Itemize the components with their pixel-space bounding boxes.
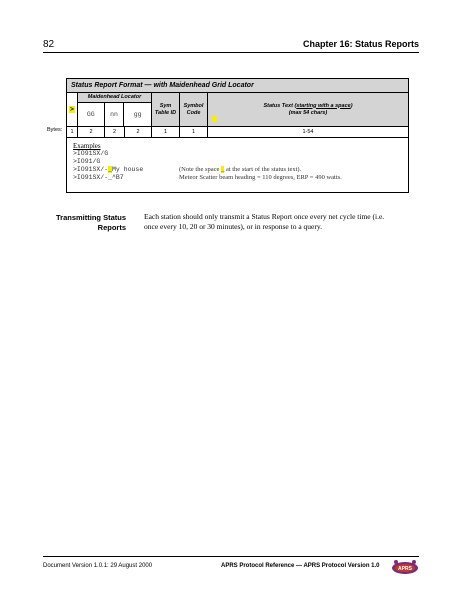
chapter-title: Chapter 16: Status Reports [302, 39, 419, 49]
maidenhead-label: Maidenhead Locator [78, 93, 151, 103]
footer-rule [43, 556, 419, 557]
bytes-cell: 1 [152, 127, 180, 137]
aprs-logo-icon [391, 558, 419, 576]
page-number: 82 [43, 39, 55, 50]
section-heading: Transmitting Status Reports [56, 213, 127, 232]
example-note: (Note the space _ at the start of the status text). [179, 166, 302, 173]
maidenhead-gg-lower: gg [133, 111, 142, 118]
status-text-max: (max 54 chars) [288, 109, 328, 116]
example-line: >IO91SX/G [73, 150, 109, 157]
bytes-cell: 2 [78, 127, 105, 137]
bytes-cell: 2 [105, 127, 125, 137]
symbol-code-header: Symbol Code [180, 93, 208, 126]
ident-symbol: > [70, 106, 74, 113]
ident-header [67, 93, 78, 126]
status-text-header: Status Text (starting with a space) (max 54 chars) [208, 93, 408, 126]
header-rule [43, 52, 419, 53]
status-text-underlined: starting with a space [296, 102, 351, 109]
maidenhead-nn: nn [105, 103, 125, 126]
space-highlight: _ [108, 166, 113, 173]
section-body: Each station should only transmit a Status Report once every net cycle time (i.e. once every 10, 20 or 30 minutes), or in response to a query. [144, 212, 385, 231]
bytes-cell: 1-54 [302, 129, 314, 135]
maidenhead-group [78, 93, 152, 126]
bytes-row [67, 127, 408, 138]
document-version: Document Version 1.0.1: 29 August 2000 [43, 563, 153, 569]
example-line: >IO91SX/-_My house (Note the space _ at the start of the status text). [73, 166, 302, 173]
bytes-cell: 1 [180, 127, 208, 137]
table-header-row [67, 93, 408, 127]
bytes-cell: 2 [125, 127, 152, 137]
examples-title: Examples [73, 142, 101, 150]
example-line: >IO91SX/-_^B7 Meteor Scatter beam heading = 110 degrees, ERP = 490 watts. [73, 174, 342, 181]
space-marker-icon [212, 116, 217, 122]
example-note: Meteor Scatter beam heading = 110 degrees, ERP = 490 watts. [179, 174, 342, 181]
examples-section [67, 138, 408, 192]
space-highlight: _ [221, 166, 225, 173]
example-line: >IO91/G [73, 158, 101, 165]
footer-title: APRS Protocol Reference — APRS Protocol Version 1.0 [221, 563, 380, 569]
bytes-label: Bytes: [47, 127, 63, 133]
logo-text: APRS [398, 566, 412, 572]
status-report-format-table [66, 78, 409, 193]
bytes-cell: 1 [67, 127, 78, 137]
sym-table-id-header: Sym Table ID [152, 93, 180, 126]
table-title: Status Report Format — with Maidenhead Grid Locator [67, 79, 408, 93]
maidenhead-gg-upper: GG [78, 103, 105, 126]
